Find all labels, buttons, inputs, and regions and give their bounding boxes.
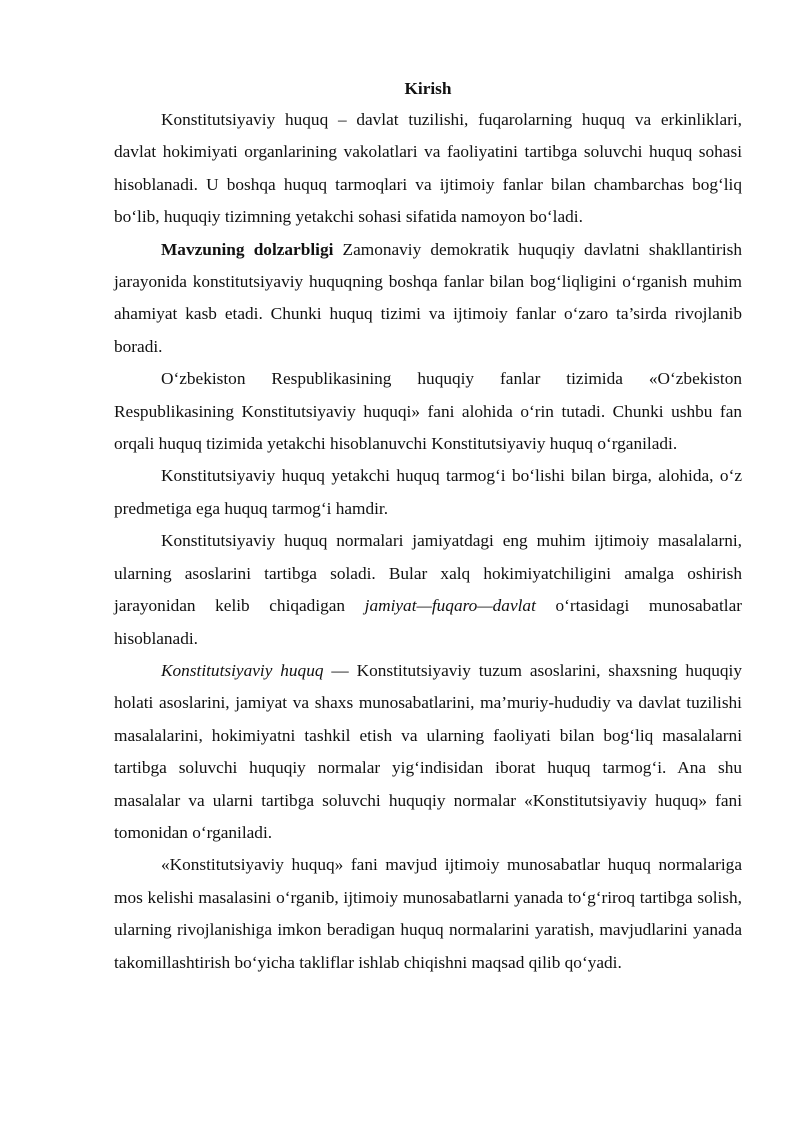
norms-text-end: o‘rtasidagi munosabatlar hisoblanadi. [114, 596, 743, 648]
norms-italic-term: jamiyat—fuqaro—davlat [364, 596, 536, 616]
norms-text-start: Konstitutsiyaviy huquq normalari jamiyatdagi eng muhim ijtimoiy masalalarni, ularning asoslarini tartibga soladi. Bular xalq hokimiyatchiligini amalga oshirish jarayonidan kelib chiqadigan [114, 531, 742, 616]
paragraph-leading-branch [114, 460, 742, 525]
paragraph-norms [114, 525, 742, 655]
definition-text: — Konstitutsiyaviy tuzum asoslarini, shaxsning huquqiy holati asoslarini, jamiyat va shaxs munosabatlarini, ma’muriy-hududiy va davlat tuzilishi masalalarini, hokimiyatni tashkil etish va ularning faoliyati bilan bog‘liq masalalarni tartibga soluvchi huquqiy normalar yig‘indisidan iborat huquq tarmog‘i. Ana shu masalalar va ularni tartibga soluvchi huquqiy normalar «Konstitutsiyaviy huquq» fani tomonidan o‘rganiladi. [114, 660, 742, 842]
paragraph-purpose-text: «Konstitutsiyaviy huquq» fani mavjud ijtimoiy munosabatlar huquq normalariga mos kelishi masalasini o‘rganib, ijtimoiy munosabatlarni yanada to‘g‘riroq tartibga solish, ularning rivojlanishiga imkon beradigan huquq normalarini yaratish, mavjudlarini yanada takomillashtirish bo‘yicha takliflar ishlab chiqishni maqsad qilib qo‘yadi. [114, 855, 742, 972]
paragraph-intro-text: Konstitutsiyaviy huquq – davlat tuzilishi, fuqarolarning huquq va erkinliklari, davlat hokimiyati organlarining vakolatlari va faoliyatini tartibga soluvchi huquq sohasi hisoblanadi. U boshqa huquq tarmoqlari va ijtimoiy fanlar bilan chambarchas bog‘liq bo‘lib, huquqiy tizimning yetakchi sohasi sifatida namoyon bo‘ladi. [114, 110, 742, 227]
paragraph-relevance [114, 234, 742, 364]
paragraph-definition [114, 655, 742, 849]
paragraph-leading-branch-text: Konstitutsiyaviy huquq yetakchi huquq tarmog‘i bo‘lishi bilan birga, alohida, o‘z predmetiga ega huquq tarmog‘i hamdir. [114, 466, 742, 518]
definition-term: Konstitutsiyaviy huquq [161, 660, 324, 680]
document-body [114, 73, 742, 979]
relevance-heading: Mavzuning dolzarbligi [161, 239, 334, 259]
document-title: Kirish [404, 79, 452, 98]
relevance-text: Zamonaviy demokratik huquqiy davlatni shakllantirish jarayonida konstitutsiyaviy huquqning boshqa fanlar bilan bog‘liqligini o‘rganish muhim ahamiyat kasb etadi. Chunki huquq tizimi va ijtimoiy fanlar o‘zaro ta’sirda rivojlanib boradi. [114, 239, 742, 356]
paragraph-intro [114, 104, 742, 234]
paragraph-uzbekistan [114, 363, 742, 460]
paragraph-purpose [114, 849, 742, 979]
paragraph-uzbekistan-text: O‘zbekiston Respublikasining huquqiy fanlar tizimida «O‘zbekiston Respublikasining Konstitutsiyaviy huquqi» fani alohida o‘rin tutadi. Chunki ushbu fan orqali huquq tizimida yetakchi hisoblanuvchi Konstitutsiyaviy huquq o‘rganiladi. [114, 369, 742, 454]
